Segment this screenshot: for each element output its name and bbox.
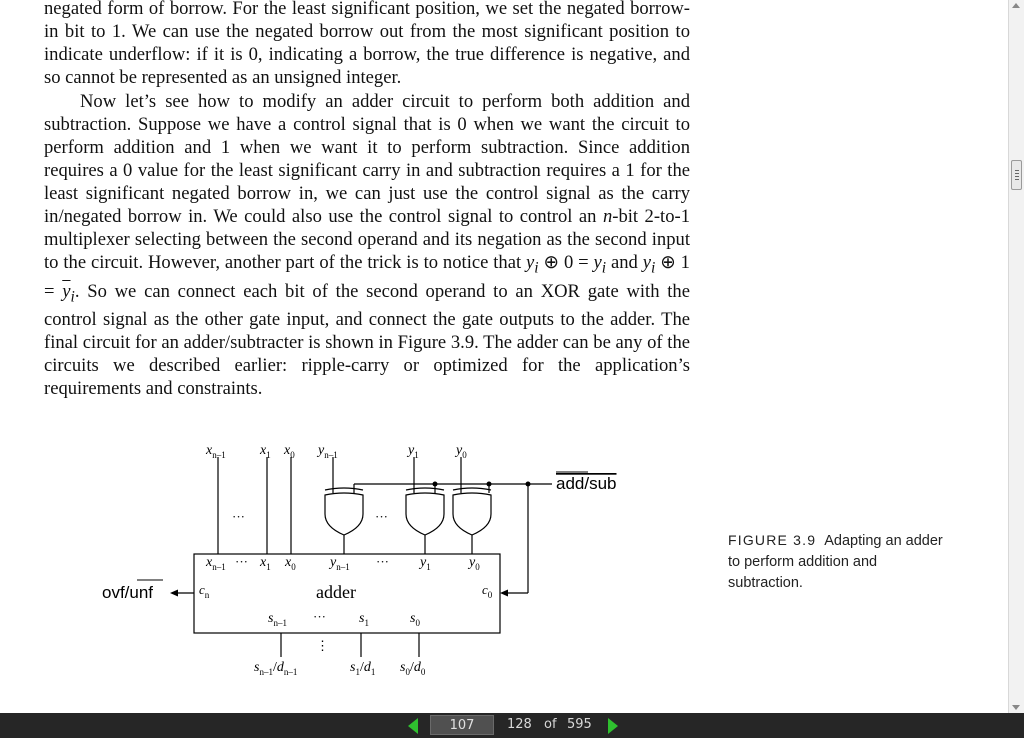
- figure-caption: [728, 530, 948, 594]
- svg-text:···: ···: [313, 609, 326, 624]
- svg-text:y1: $y_1$: [420, 555, 431, 572]
- svg-text:x1: $x_1$: [260, 443, 271, 460]
- svg-text:s0: $s_0$: [410, 611, 420, 628]
- svg-text:s0/d0: $s_0/d_0$: [400, 660, 426, 677]
- svg-text:y0: $y_0$: [456, 443, 467, 460]
- xor-gate-0: [453, 493, 491, 535]
- svg-text:···: ···: [235, 554, 248, 569]
- scrollbar-thumb[interactable]: [1011, 160, 1022, 190]
- svg-text:···: ···: [376, 554, 389, 569]
- next-page-icon[interactable]: [608, 718, 618, 734]
- svg-text:x1: $x_1$: [260, 555, 271, 572]
- svg-text:sn–1: $s_{n-1}$: [268, 611, 287, 628]
- svg-text:y0: $y_0$: [469, 555, 480, 572]
- svg-text:y1: $y_1$: [408, 443, 419, 460]
- caption-text: Adapting an adder to perform addition and subtraction.: [728, 533, 943, 591]
- paragraph-1: negated form of borrow. For the least significant position, we set the negated borrow-in bit to 1. We can use the negated borrow out from the most significant position to indicate underflow: if it is 0, indicating a borrow, the true difference is negative, and so cannot be represented as an unsigned integer.: [44, 0, 690, 88]
- svg-text:x0: $x_0$: [285, 555, 296, 572]
- scroll-up-arrow-icon[interactable]: [1012, 3, 1020, 8]
- svg-text:xn–1: $x_{n-1}$: [206, 555, 226, 572]
- svg-text:sn–1/dn–1: $s_{n-1}/d_{n-1}$: [254, 660, 298, 677]
- page-number-input[interactable]: 107: [430, 715, 494, 735]
- svg-text:xn–1: $x_{n-1}$: [206, 443, 226, 460]
- caption-label: FIGURE 3.9: [728, 532, 817, 548]
- svg-text:cn: $c_n$: [199, 582, 210, 600]
- scroll-down-arrow-icon[interactable]: [1012, 705, 1020, 710]
- svg-text:x0: $x_0$: [284, 443, 295, 460]
- adder-label: adder: [316, 582, 356, 602]
- svg-text:···: ···: [375, 509, 388, 524]
- svg-text:⋮: ⋮: [316, 638, 329, 653]
- previous-page-icon[interactable]: [408, 718, 418, 734]
- xor-gate-1: [406, 493, 444, 535]
- svg-text:s1/d1: $s_1/d_1$: [350, 660, 376, 677]
- page-number-label: 128: [507, 717, 532, 732]
- paragraph-2: Now let’s see how to modify an adder circuit to perform both addition and subtraction. Suppose we have a control signal that is 0 when we want the circuit to perform addition and 1 when we want it to perform subtraction. Since addition requires a 0 value for the least significant carry in and subtraction requires a 1 for the least significant negated borrow in, we can just use the control signal as the carry in/negated borrow in. We could also use the control signal to control an n-bit 2-to-1 multiplexer selecting between the second operand and its negation as the second input to the circuit. However, another part of the trick is to notice that $y_i$ ⊕ $0 = y_i$ and $y_i$ ⊕ $1 = \overline{y}_i$. So we can connect each bit of the second operand to an XOR gate with the control signal as the other gate input, and connect the gate outputs to the adder. The final circuit for an adder/subtracter is shown in Figure 3.9. The adder can be any of the circuits we described earlier: ripple-carry or optimized for the application’s requirements and constraints.: [44, 91, 690, 400]
- of-label: of: [544, 717, 557, 732]
- svg-text:yn–1: $y_{n-1}$: [318, 443, 338, 460]
- page-count: 595: [567, 717, 592, 732]
- svg-text:s1: $s_1$: [359, 611, 369, 628]
- xor-gate-n1: [325, 493, 363, 535]
- svg-text:yn–1: $y_{n-1}$: [330, 555, 350, 572]
- adder-subtracter-figure: [90, 435, 650, 685]
- navigation-bar: [0, 713, 1024, 738]
- add-sub-label: add/sub: [556, 474, 617, 493]
- svg-text:···: ···: [232, 509, 245, 524]
- ovf-unf-label: ovf/unf: [102, 583, 154, 602]
- vertical-scrollbar[interactable]: [1008, 0, 1024, 713]
- svg-text:c0: $c_0$: [482, 582, 493, 600]
